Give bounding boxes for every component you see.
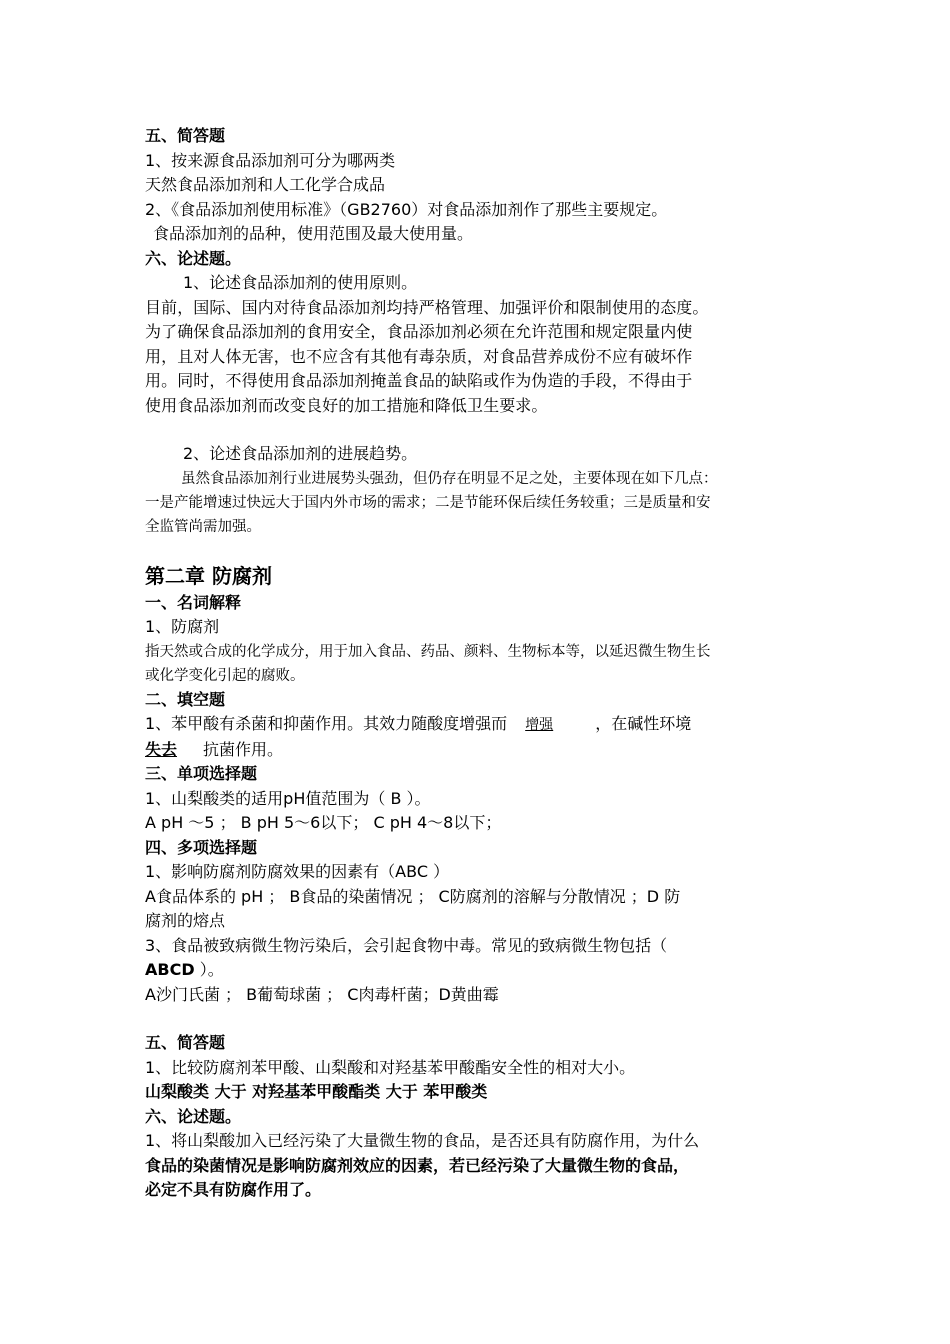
question-2: 2、《食品添加剂使用标准》（GB2760）对食品添加剂作了那些主要规定。	[145, 199, 668, 219]
essay-1-line: 为了确保食品添加剂的食用安全，食品添加剂必须在允许范围和规定限量内使	[145, 322, 693, 341]
essay-2-body	[145, 467, 815, 539]
single-choice-question: 1、山梨酸类的适用pH值范围为（ B ）。	[145, 788, 431, 808]
section-heading-single-choice: 三、单项选择题	[145, 764, 258, 783]
spacer	[145, 418, 815, 442]
definition-line: 指天然或合成的化学成分，用于加入食品、药品、颜料、生物标本等，以延迟微生物生长	[145, 643, 711, 660]
multi-choice-close: ）。	[194, 960, 224, 979]
multi-choice-options-3: A沙门氏菌 ； B葡萄球菌 ； C肉毒杆菌；D黄曲霉	[145, 984, 499, 1004]
section-heading-essay: 六、论述题。	[145, 248, 242, 268]
essay-1-body	[145, 296, 815, 419]
multi-choice-question-1: 1、影响防腐剂防腐效果的因素有（ABC ）	[145, 862, 450, 881]
multi-choice-options-1-cont: 腐剂的熔点	[145, 911, 226, 930]
fill-text-a: 1、苯甲酸有杀菌和抑菌作用。其效力随酸度增强而	[145, 714, 508, 733]
essay-2-line: 全监管尚需加强。	[145, 518, 261, 535]
section-heading-fill-blank: 二、填空题	[145, 689, 226, 709]
essay-1-title: 1、论述食品添加剂的使用原则。	[183, 273, 418, 292]
section-heading-multi-choice: 四、多项选择题	[145, 837, 258, 857]
section-heading-short-answer-2: 五、简答题	[145, 1033, 226, 1052]
fill-text-c: 抗菌作用。	[203, 739, 284, 759]
essay-question: 1、将山梨酸加入已经污染了大量微生物的食品，是否还具有防腐作用，为什么	[145, 1131, 700, 1150]
section-heading-short-answer: 五、简答题	[145, 126, 226, 145]
essay-1-line: 使用食品添加剂而改变良好的加工措施和降低卫生要求。	[145, 395, 548, 415]
essay-2-line: 虽然食品添加剂行业进展势头强劲，但仍存在明显不足之处，主要体现在如下几点：	[181, 470, 718, 487]
fill-blank-2: 失去	[145, 739, 178, 759]
fill-blank-1: 增强	[525, 717, 554, 733]
fill-question-line-2	[145, 738, 815, 763]
definition-line: 或化学变化引起的腐败。	[145, 667, 305, 684]
document-body	[145, 124, 815, 1203]
multi-choice-question-3-cont	[145, 958, 815, 983]
spacer	[145, 1007, 815, 1031]
question-1: 1、按来源食品添加剂可分为哪两类	[145, 150, 396, 170]
short-answer-answer: 山梨酸类 大于 对羟基苯甲酸酯类 大于 苯甲酸类	[145, 1082, 488, 1101]
short-answer-question: 1、比较防腐剂苯甲酸、山梨酸和对羟基苯甲酸酯安全性的相对大小。	[145, 1057, 636, 1077]
essay-1-line: 用。同时，不得使用食品添加剂掩盖食品的缺陷或作为伪造的手段，不得由于	[145, 371, 693, 390]
chapter-title: 第二章 防腐剂	[145, 563, 272, 588]
answer-1: 天然食品添加剂和人工化学合成品	[145, 175, 386, 194]
essay-2-title: 2、论述食品添加剂的进展趋势。	[183, 444, 418, 463]
section-heading-essay-2: 六、论述题。	[145, 1106, 242, 1126]
single-choice-options: A pH ～5 ； B pH 5～6以下； C pH 4～8以下；	[145, 813, 502, 832]
term-1: 1、防腐剂	[145, 617, 220, 636]
answer-2: 食品添加剂的品种，使用范围及最大使用量。	[153, 224, 474, 243]
essay-answer-line-1: 食品的染菌情况是影响防腐剂效应的因素，若已经污染了大量微生物的食品，	[145, 1155, 690, 1175]
multi-choice-question-3: 3、食品被致病微生物污染后，会引起食物中毒。常见的致病微生物包括（	[145, 935, 668, 955]
section-heading-terms: 一、名词解释	[145, 592, 242, 612]
multi-choice-answer: ABCD	[145, 960, 195, 979]
essay-answer-line-2: 必定不具有防腐作用了。	[145, 1180, 322, 1199]
multi-choice-options-1: A食品体系的 pH ； B食品的染菌情况 ； C防腐剂的溶解与分散情况 ；D 防	[145, 886, 681, 906]
essay-1-line: 用，且对人体无害，也不应含有其他有毒杂质，对食品营养成份不应有破坏作	[145, 346, 693, 366]
essay-1-line: 目前，国际、国内对待食品添加剂均持严格管理、加强评价和限制使用的态度。	[145, 297, 709, 317]
term-definition	[145, 640, 815, 688]
fill-question-line-1	[145, 712, 815, 738]
fill-text-b: ，在碱性环境	[595, 714, 692, 733]
essay-2-line: 一是产能增速过快远大于国内外市场的需求；二是节能环保后续任务较重；三是质量和安	[145, 494, 711, 511]
